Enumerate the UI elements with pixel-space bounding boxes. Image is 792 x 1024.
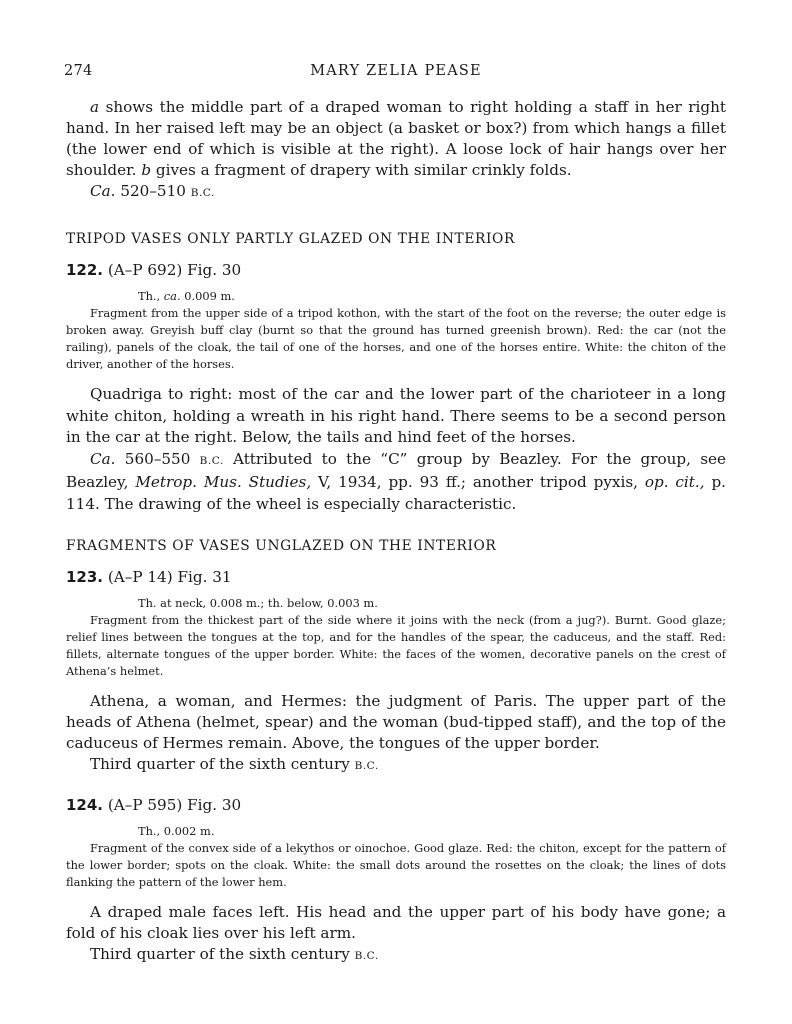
section-heading: TRIPOD VASES ONLY PARTLY GLAZED ON THE INTERIOR [66,231,515,247]
entry-reference: (A–P 595) Fig. 30 [103,796,242,814]
entry-dimensions: Th. at neck, 0.008 m.; th. below, 0.003 m. [138,596,378,610]
date-text: Third quarter of the sixth century [90,755,355,773]
entry-text: A draped male faces left. His head and the upper part of his body have gone; a fold of his cloak lies over his left arm. [66,903,726,942]
running-header [0,63,792,85]
entry-reference: (A–P 692) Fig. 30 [103,261,242,279]
entry-description: Fragment of the convex side of a lekythos or oinochoe. Good glaze. Red: the chiton, except for the pattern of the lower border; spots on the cloak. White: the small dots around the rosettes on the cloak; the lines of dots flanking the pattern of the lower hem. [66,841,726,889]
section-heading: FRAGMENTS OF VASES UNGLAZED ON THE INTERIOR [66,538,497,554]
circa-label: Ca. [90,449,116,468]
entry-description: Fragment from the thickest part of the side where it joins with the neck (from a jug?). Burnt. Good glaze; relief lines between the tongues at the top, and for the handles of the spear, the caduceus, and the staff. Red: fillets, alternate tongues of the upper border. White: the faces of the women, decorative panels on the crest of Athena’s helmet. [66,613,726,678]
entry-number: 122. [66,261,104,279]
intro-text-end: gives a fragment of drapery with similar crinkly folds. [151,161,572,179]
fragment-label-a: a [90,98,100,116]
entry-number: 124. [66,796,104,814]
entry-date [66,944,726,967]
intro-date [66,181,726,204]
intro-paragraph [66,97,726,181]
era-label: B.C. [190,187,215,199]
running-title: MARY ZELIA PEASE [310,63,482,79]
dims-circa: ca. [163,289,181,303]
date-range: 520–510 [115,182,191,200]
entry-description: Fragment from the upper side of a tripod kothon, with the start of the foot on the reverse; the outer edge is broken away. Greyish buff clay (burnt so that the ground has turned greenish brown). Red: the car (not the railing), panels of the cloak, the tail of one of the horses, and one of the horses entire. White: the chiton of the driver, another of the horses. [66,306,726,371]
entry-attribution [66,449,726,516]
entry-text: Quadriga to right: most of the car and the lower part of the charioteer in a long white chiton, holding a wreath in his right hand. There seems to be a second person in the car at the right. Below, the tails and hind feet of the horses. [66,385,726,446]
dims-value: 0.009 m. [180,289,235,303]
reference-text: V, 1934, pp. 93 ff.; another tripod pyxis, [311,473,645,491]
page-number: 274 [64,63,93,79]
entry-reference: (A–P 14) Fig. 31 [103,568,232,586]
reference-end: p. 114. The drawing of the wheel is especially characteristic. [66,473,727,513]
entry-heading [66,568,726,586]
entry-text: Athena, a woman, and Hermes: the judgment of Paris. The upper part of the heads of Athena (helmet, spear) and the woman (bud-tipped staff), and the top of the caduceus of Hermes remain. Above, the tongues of the upper border. [66,692,726,752]
date-range: 560–550 [115,449,200,468]
intro-text: shows the middle part of a draped woman to right holding a staff in her right hand. In her raised left may be an object (a basket or box?) from which hangs a fillet (the lower end of which is visible at the right). A loose lock of hair hangs over her shoulder. [66,98,726,179]
op-cit: op. cit., [644,473,705,491]
entry-heading [66,261,726,279]
era-label: B.C. [199,454,224,467]
entry-number: 123. [66,568,104,586]
era-label: B.C. [354,760,379,772]
intro-block [66,97,726,204]
dims-label: Th., [138,289,164,303]
section-unglazed [66,538,726,554]
attribution-text: Attributed to the “C” group by Beazley. For the group, see Beazley, [66,449,726,491]
entry-heading [66,796,726,814]
fragment-label-b: b [141,161,152,179]
date-text: Third quarter of the sixth century [90,945,355,963]
entry-dimensions: Th., 0.002 m. [138,824,215,838]
reference-title: Metrop. Mus. Studies, [135,473,312,491]
entry-dimensions [66,289,726,303]
entry-122 [66,261,726,515]
circa-label: Ca. [90,182,116,200]
entry-123 [66,568,726,777]
entry-date [66,754,726,777]
entry-124 [66,796,726,967]
section-tripod [66,231,726,247]
era-label: B.C. [354,950,379,962]
